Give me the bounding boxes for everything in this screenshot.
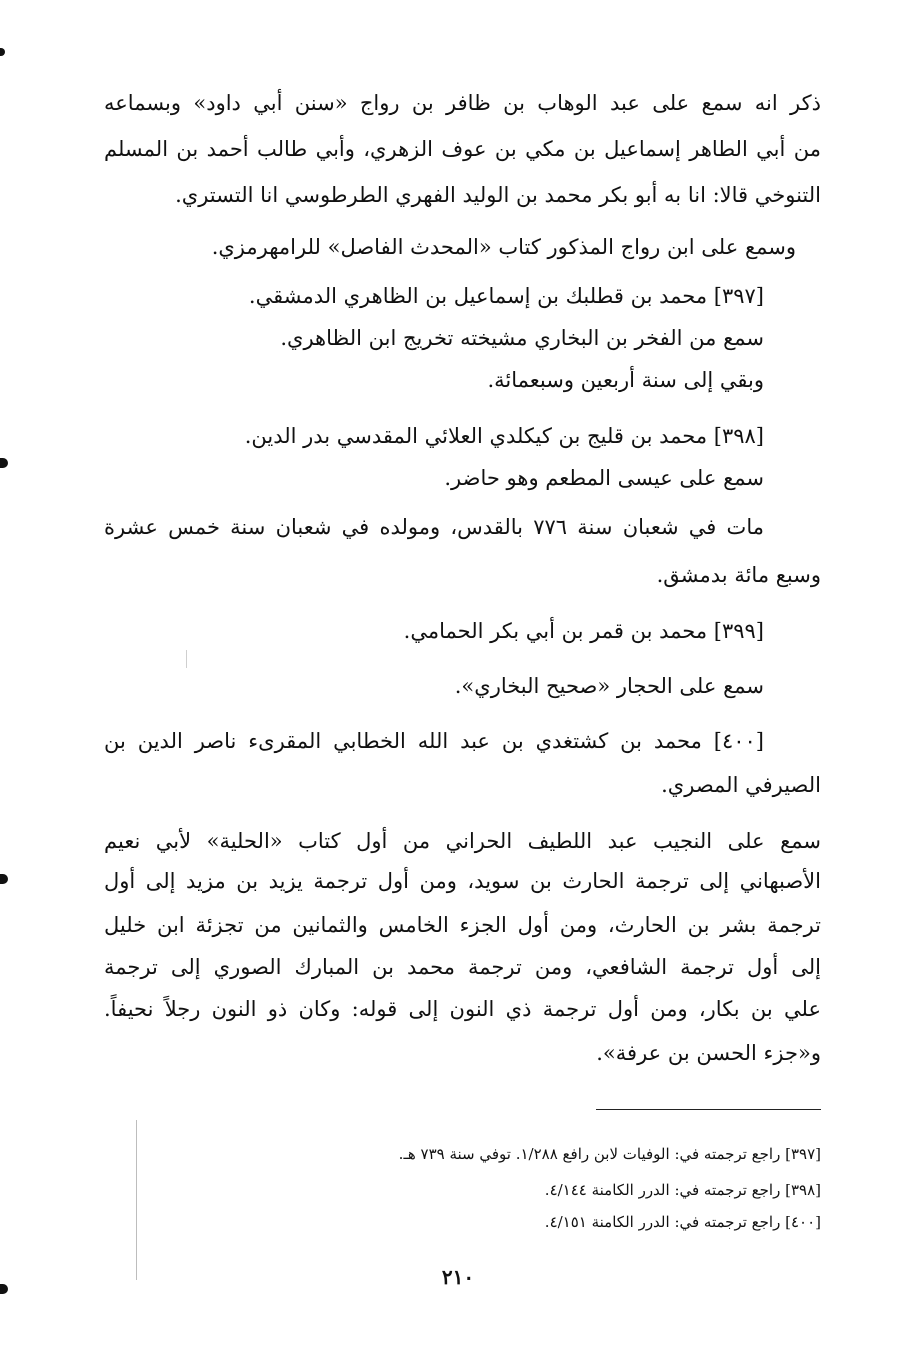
scan-mark [0,1284,8,1294]
footnote-398: [٣٩٨] راجع ترجمته في: الدرر الكامنة ٤/١٤٤. [544,1181,821,1199]
entry-heading-399: [٣٩٩] محمد بن قمر بن أبي بكر الحمامي. [403,619,764,643]
entry-heading-400: [٤٠٠] محمد بن كشتغدي بن عبد الله الخطابي المقرىء ناصر الدين بن [104,729,764,753]
scan-mark [0,458,8,468]
text-line: و«جزء الحسن بن عرفة». [596,1041,821,1065]
text-line: علي بن بكار، ومن أول ترجمة ذي النون إلى قوله: وكان ذو النون رجلاً نحيفاً. [104,997,821,1021]
footnote-separator [596,1109,821,1110]
entry-heading-397: [٣٩٧] محمد بن قطلبك بن إسماعيل بن الظاهري الدمشقي. [248,284,764,308]
footnote-400: [٤٠٠] راجع ترجمته في: الدرر الكامنة ٤/١٥١. [544,1213,821,1231]
text-line: سمع من الفخر بن البخاري مشيخته تخريج ابن الظاهري. [280,326,764,350]
text-line: وسبع مائة بدمشق. [656,563,821,587]
text-line: وسمع على ابن رواج المذكور كتاب «المحدث الفاصل» للرامهرمزي. [211,235,796,259]
text-line: ذكر انه سمع على عبد الوهاب بن ظافر بن رواج «سنن أبي داود» وبسماعه [104,91,821,115]
text-line: من أبي الطاهر إسماعيل بن مكي بن عوف الزهري، وأبي طالب أحمد بن المسلم [104,137,821,161]
text-line: الأصبهاني إلى ترجمة الحارث بن سويد، ومن أول ترجمة يزيد بن مزيد إلى أول [104,869,821,893]
entry-heading-398: [٣٩٨] محمد بن قليج بن كيكلدي العلائي المقدسي بدر الدين. [244,424,764,448]
text-line: سمع على النجيب عبد اللطيف الحراني من أول كتاب «الحلية» لأبي نعيم [104,829,821,853]
scan-mark [0,48,5,56]
text-line: التنوخي قالا: انا به أبو بكر محمد بن الوليد الفهري الطرطوسي انا التستري. [175,183,821,207]
text-line: وبقي إلى سنة أربعين وسبعمائة. [487,368,764,392]
text-line: ترجمة بشر بن الحارث، ومن أول الجزء الخامس والثمانين من تجزئة ابن خليل [104,913,821,937]
page-number: ٢١٠ [441,1265,475,1289]
text-line: الصيرفي المصري. [661,773,821,797]
text-line: سمع على الحجار «صحيح البخاري». [454,674,764,698]
scan-streak [186,650,187,668]
text-line: مات في شعبان سنة ٧٧٦ بالقدس، ومولده في شعبان سنة خمس عشرة [104,515,764,539]
scan-mark [0,874,8,884]
footnote-397: [٣٩٧] راجع ترجمته في: الوفيات لابن رافع ١/٢٨٨. توفي سنة ٧٣٩ هـ. [398,1145,821,1163]
text-line: إلى أول ترجمة الشافعي، ومن ترجمة محمد بن المبارك الصوري إلى ترجمة [104,955,821,979]
scan-streak [136,1120,137,1280]
text-line: سمع على عيسى المطعم وهو حاضر. [444,466,764,490]
